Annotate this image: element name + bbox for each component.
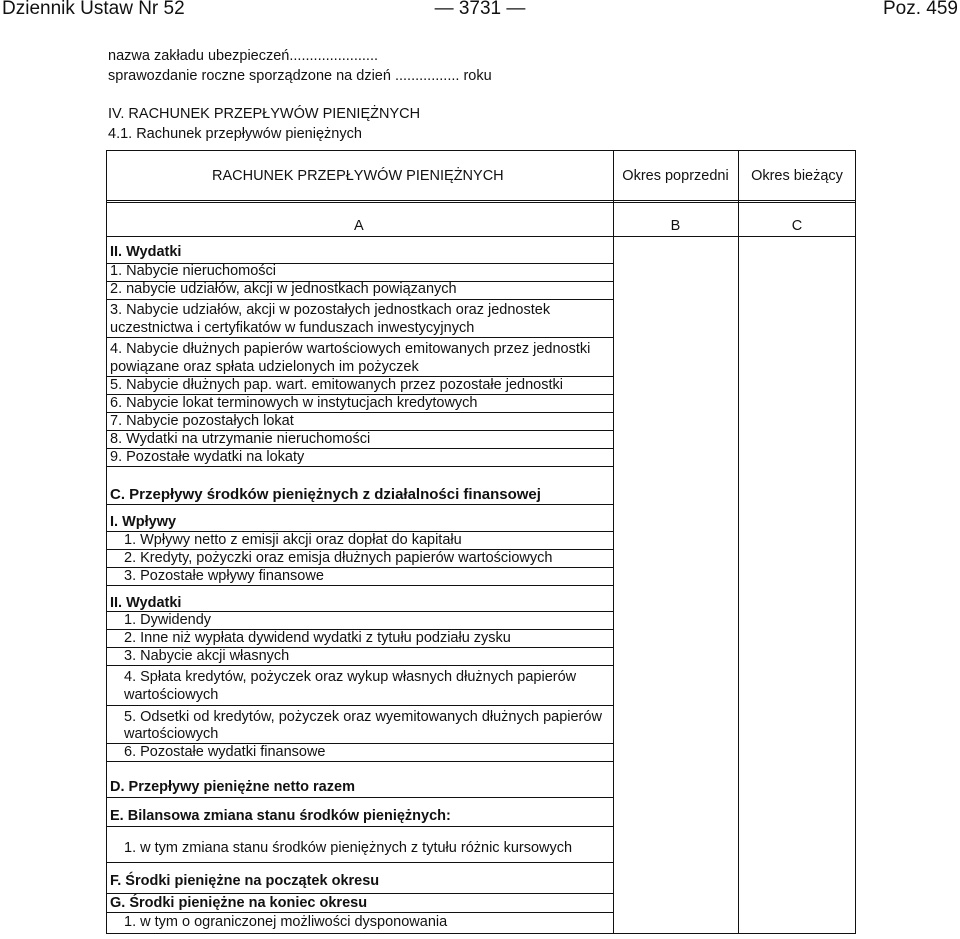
row-label: 1. Dywidendy bbox=[124, 612, 212, 628]
row-line bbox=[106, 761, 613, 762]
row-line bbox=[106, 893, 613, 894]
row-line bbox=[106, 585, 613, 586]
row-label: 2. Inne niż wypłata dywidend wydatki z tytułu podziału zysku bbox=[124, 630, 511, 646]
page-number: — 3731 — bbox=[434, 0, 526, 19]
col-a-letter: A bbox=[354, 218, 364, 234]
row-label: 5. Nabycie dłużnych pap. wart. emitowanych przez pozostałe jednostki bbox=[110, 377, 563, 393]
row-label: uczestnictwa i certyfikatów w funduszach inwestycyjnych bbox=[110, 320, 475, 336]
row-label: 4. Nabycie dłużnych papierów wartościowych emitowanych przez jednostki bbox=[110, 341, 591, 357]
row-label: I. Wpływy bbox=[110, 514, 177, 530]
row-label: G. Środki pieniężne na koniec okresu bbox=[110, 895, 368, 911]
row-label: 6. Pozostałe wydatki finansowe bbox=[124, 744, 326, 760]
row-label: 6. Nabycie lokat terminowych w instytucjach kredytowych bbox=[110, 395, 478, 411]
position-number: Poz. 459 bbox=[883, 0, 958, 19]
row-label: C. Przepływy środków pieniężnych z działalności finansowej bbox=[110, 486, 541, 503]
row-label: 1. w tym o ograniczonej możliwości dysponowania bbox=[124, 914, 448, 930]
row-label: 3. Nabycie akcji własnych bbox=[124, 648, 290, 664]
row-label: 3. Nabycie udziałów, akcji w pozostałych jednostkach oraz jednostek bbox=[110, 302, 551, 318]
row-label: E. Bilansowa zmiana stanu środków pieniężnych: bbox=[110, 808, 451, 824]
row-label: wartościowych bbox=[124, 726, 219, 742]
row-line bbox=[106, 504, 613, 505]
row-label: F. Środki pieniężne na początek okresu bbox=[110, 873, 380, 889]
row-label: 1. w tym zmiana stanu środków pieniężnych z tytułu różnic kursowych bbox=[124, 840, 573, 856]
column-divider-b bbox=[613, 150, 614, 934]
column-letter-divider bbox=[106, 236, 856, 237]
page-header bbox=[0, 0, 960, 22]
subsection-title: 4.1. Rachunek przepływów pieniężnych bbox=[108, 126, 362, 142]
row-label: 3. Pozostałe wpływy finansowe bbox=[124, 568, 324, 584]
row-line bbox=[106, 862, 613, 863]
row-line bbox=[106, 912, 613, 913]
row-line bbox=[106, 797, 613, 798]
row-label: wartościowych bbox=[124, 687, 219, 703]
row-line bbox=[106, 665, 613, 666]
row-label: powiązane oraz spłata udzielonych im pożyczek bbox=[110, 359, 419, 375]
row-label: 4. Spłata kredytów, pożyczek oraz wykup własnych dłużnych papierów bbox=[124, 669, 577, 685]
row-line bbox=[106, 299, 613, 300]
table-title: RACHUNEK PRZEPŁYWÓW PIENIĘŻNYCH bbox=[212, 168, 504, 184]
row-label: II. Wydatki bbox=[110, 595, 182, 611]
row-label: 1. Nabycie nieruchomości bbox=[110, 263, 277, 279]
report-date-line: sprawozdanie roczne sporządzone na dzień ................ roku bbox=[108, 68, 492, 84]
row-label: 9. Pozostałe wydatki na lokaty bbox=[110, 449, 305, 465]
column-divider-c bbox=[738, 150, 739, 934]
row-line bbox=[106, 826, 613, 827]
header-divider bbox=[106, 200, 856, 203]
col-b-header: Okres poprzedni bbox=[622, 168, 729, 184]
col-c-header: Okres bieżący bbox=[751, 168, 843, 184]
row-label: 5. Odsetki od kredytów, pożyczek oraz wyemitowanych dłużnych papierów bbox=[124, 709, 602, 725]
row-label: 2. Kredyty, pożyczki oraz emisja dłużnych papierów wartościowych bbox=[124, 550, 553, 566]
journal-name: Dziennik Ustaw Nr 52 bbox=[2, 0, 185, 19]
col-c-letter: C bbox=[791, 218, 803, 234]
row-label: 2. nabycie udziałów, akcji w jednostkach powiązanych bbox=[110, 281, 457, 297]
section-title: IV. RACHUNEK PRZEPŁYWÓW PIENIĘŻNYCH bbox=[108, 106, 421, 122]
row-line bbox=[106, 466, 613, 467]
row-line bbox=[106, 337, 613, 338]
row-label: 7. Nabycie pozostałych lokat bbox=[110, 413, 294, 429]
col-b-letter: B bbox=[670, 218, 681, 234]
row-line bbox=[106, 705, 613, 706]
row-label: 1. Wpływy netto z emisji akcji oraz dopłat do kapitału bbox=[124, 532, 462, 548]
row-label: 8. Wydatki na utrzymanie nieruchomości bbox=[110, 431, 371, 447]
row-label: D. Przepływy pieniężne netto razem bbox=[110, 779, 355, 795]
row-label: II. Wydatki bbox=[110, 244, 182, 260]
insurer-name-line: nazwa zakładu ubezpieczeń...................... bbox=[108, 48, 378, 64]
